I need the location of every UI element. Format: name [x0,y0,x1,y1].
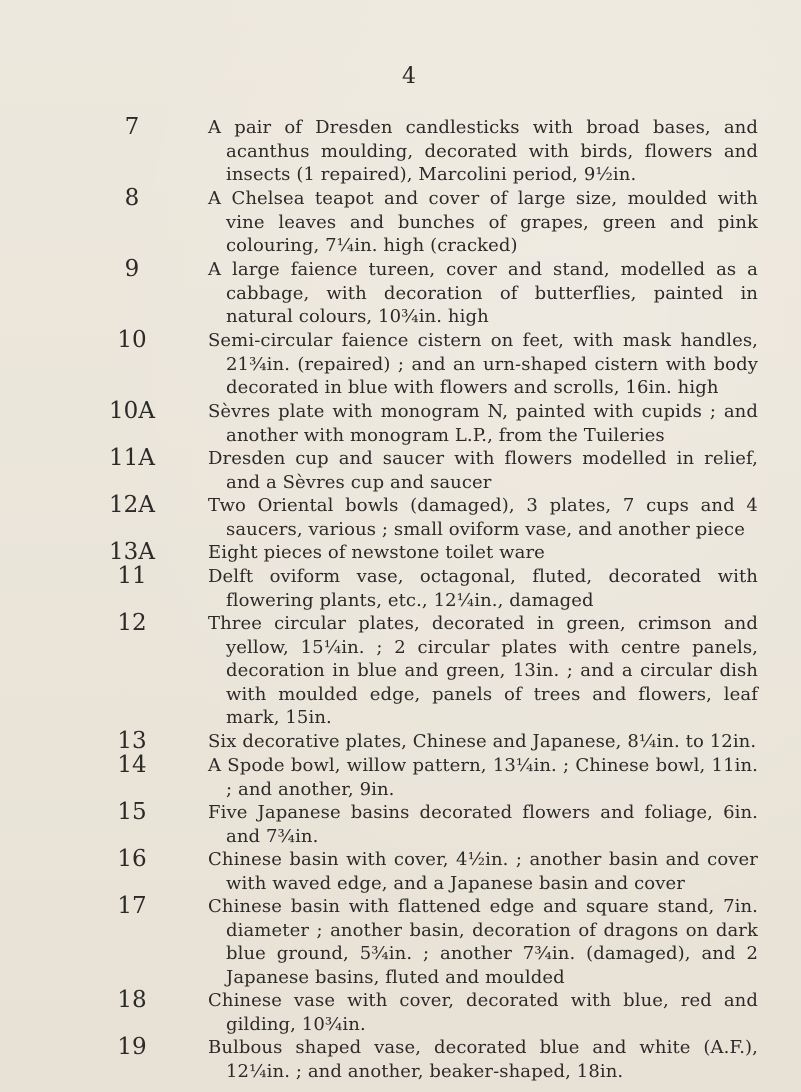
lot-description: Three circular plates, decorated in green, crimson and yellow, 15¼in. ; 2 circular plates with centre panels, decoration in blue and green, 13in. ; and a circular dish with moulded edge, panels of trees and flowers, leaf mark, 15in. [208,613,758,728]
lot-number: 9 [124,256,140,282]
lot-description: A pair of Dresden candlesticks with broad bases, and acanthus moulding, decorated with birds, flowers and insects (1 repaired), Marcolini period, 9½in. [208,117,758,185]
lot-number: 15 [117,799,147,825]
lot-description: Eight pieces of newstone toilet ware [208,542,545,563]
lot-description: Delft oviform vase, octagonal, fluted, decorated with flowering plants, etc., 12¼in., damaged [208,566,758,611]
lot-number: 14 [117,752,147,778]
lot-description: Dresden cup and saucer with flowers modelled in relief, and a Sèvres cup and saucer [208,448,758,493]
page-number: 4 [402,64,416,89]
lot-description: Two Oriental bowls (damaged), 3 plates, 7 cups and 4 saucers, various ; small oviform vase, and another piece [208,495,758,540]
lot-number: 19 [117,1034,147,1060]
lot-number: 10 [117,327,147,353]
lot-description: Five Japanese basins decorated flowers and foliage, 6in. and 7¾in. [208,802,758,847]
lot-number: 11A [109,445,155,471]
lot-description: Chinese basin with flattened edge and square stand, 7in. diameter ; another basin, decoration of dragons on dark blue ground, 5¾in. ; another 7¾in. (damaged), and 2 Japanese basins, fluted and moulded [208,896,758,988]
lot-number: 13A [109,539,155,565]
lot-description: Six decorative plates, Chinese and Japanese, 8¼in. to 12in. [208,731,757,752]
lot-number: 8 [124,185,140,211]
lot-description: Sèvres plate with monogram N, painted with cupids ; and another with monogram L.P., from the Tuileries [208,401,758,446]
lot-number: 17 [117,893,147,919]
lot-description: Chinese vase with cover, decorated with blue, red and gilding, 10¾in. [208,990,758,1035]
lot-description: A Spode bowl, willow pattern, 13¼in. ; Chinese bowl, 11in. ; and another, 9in. [208,755,758,800]
lot-description: Bulbous shaped vase, decorated blue and white (A.F.), 12¼in. ; and another, beaker-shaped, 18in. [208,1037,758,1082]
lot-description: A large faience tureen, cover and stand, modelled as a cabbage, with decoration of butterflies, painted in natural colours, 10¾in. high [208,259,758,327]
lot-number: 7 [124,114,140,140]
lot-number: 10A [109,398,155,424]
lot-number: 12A [109,492,155,518]
lot-description: Semi-circular faience cistern on feet, with mask handles, 21¾in. (repaired) ; and an urn-shaped cistern with body decorated in blue with flowers and scrolls, 16in. high [208,330,758,398]
lot-number: 18 [117,987,147,1013]
lot-number: 16 [117,846,147,872]
lot-number: 12 [117,610,147,636]
lot-number: 13 [117,728,147,754]
lot-description: Chinese basin with cover, 4½in. ; another basin and cover with waved edge, and a Japanese basin and cover [208,849,758,894]
lot-number: 11 [117,563,147,589]
lot-description: A Chelsea teapot and cover of large size, moulded with vine leaves and bunches of grapes, green and pink colouring, 7¼in. high (cracked) [208,188,758,256]
